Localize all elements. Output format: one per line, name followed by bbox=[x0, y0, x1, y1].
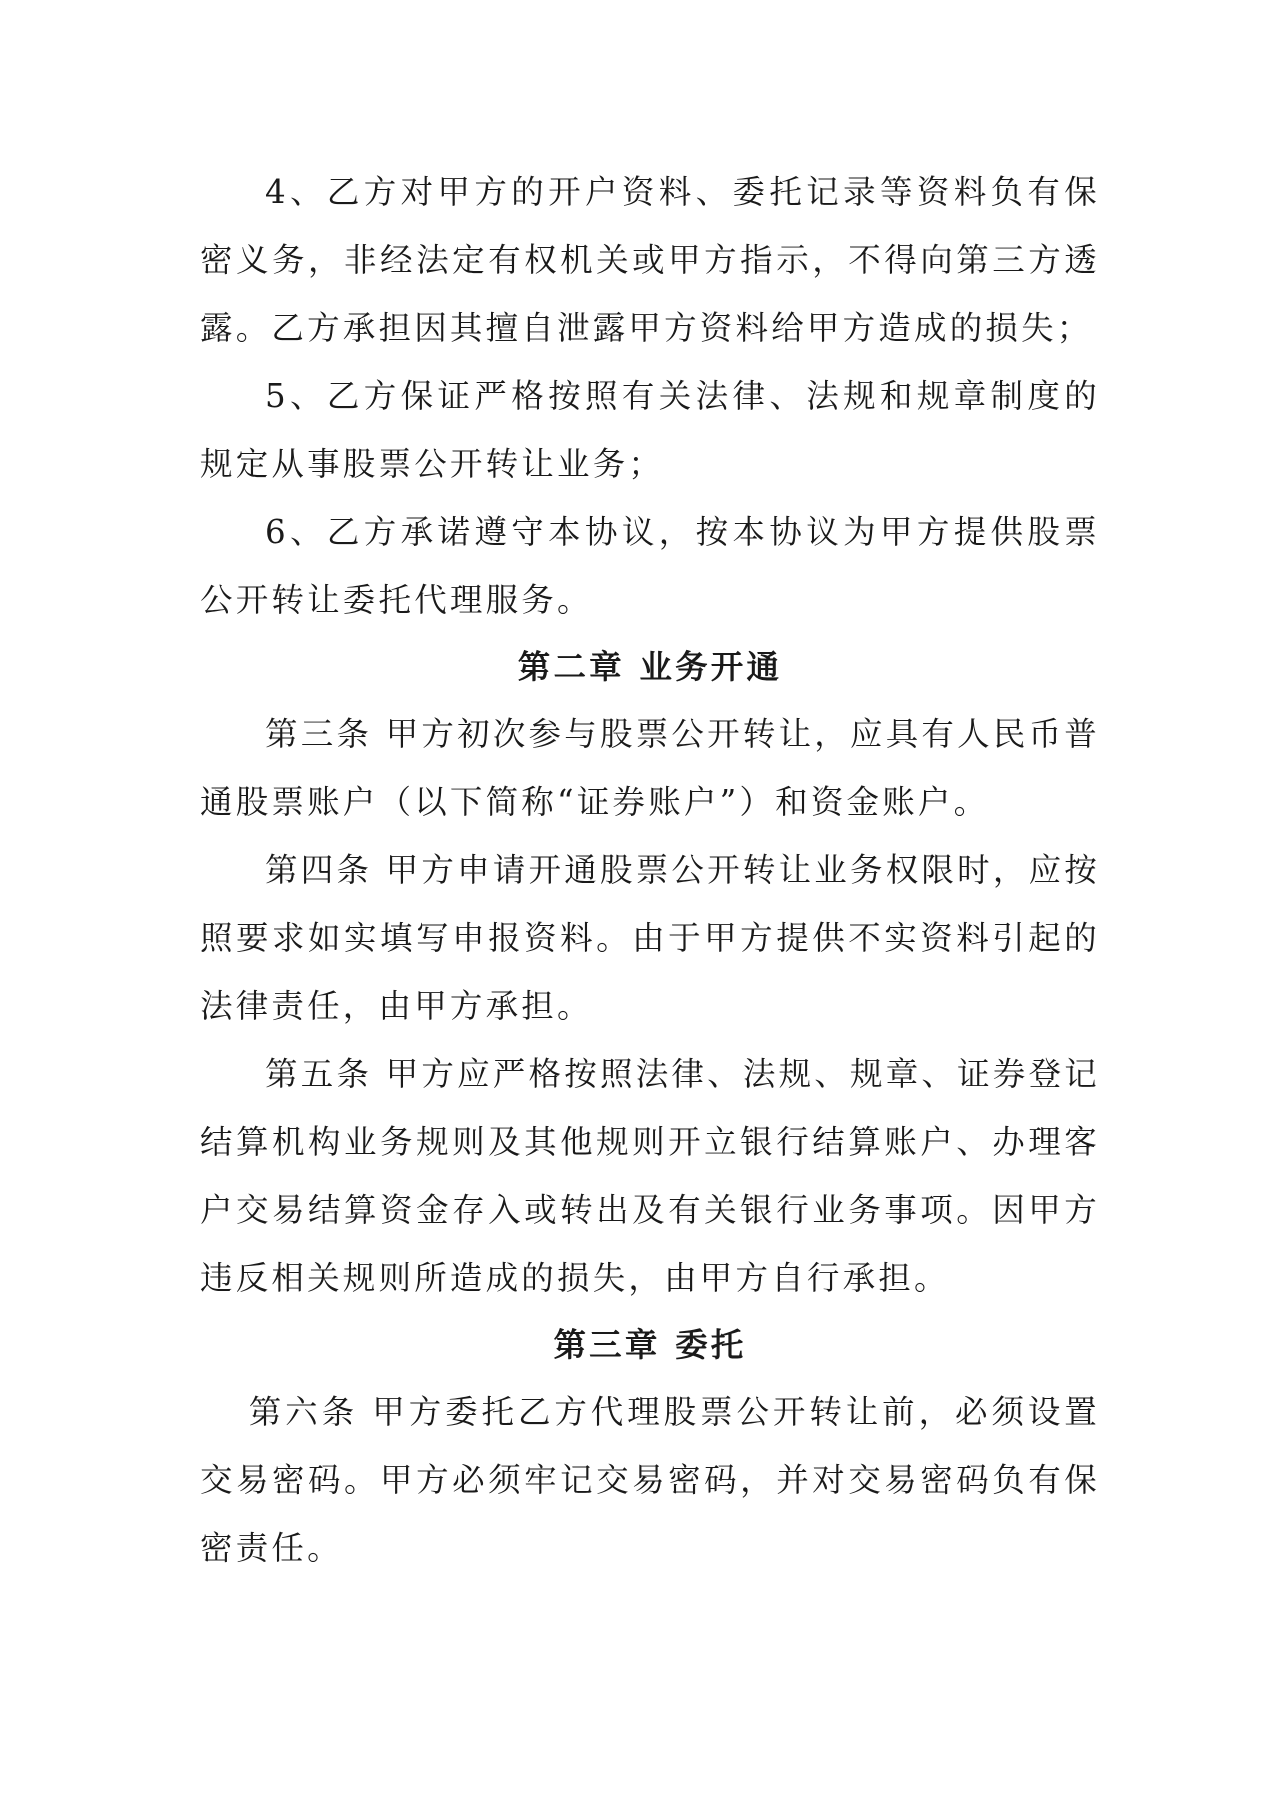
article-4: 第四条 甲方申请开通股票公开转让业务权限时，应按照要求如实填写申报资料。由于甲方提供不实资料引起的法律责任，由甲方承担。 bbox=[200, 851, 1100, 1025]
clause-4: 4、乙方对甲方的开户资料、委托记录等资料负有保密义务，非经法定有权机关或甲方指示，不得向第三方透露。乙方承担因其擅自泄露甲方资料给甲方造成的损失； bbox=[200, 173, 1100, 347]
clause-6: 6、乙方承诺遵守本协议，按本协议为甲方提供股票公开转让委托代理服务。 bbox=[200, 513, 1100, 619]
chapter-3-title: 第三章 委托 bbox=[553, 1325, 747, 1364]
chapter-2-title: 第二章 业务开通 bbox=[517, 647, 783, 686]
document-page bbox=[200, 158, 1100, 1582]
clause-5: 5、乙方保证严格按照有关法律、法规和规章制度的规定从事股票公开转让业务； bbox=[200, 377, 1100, 483]
article-3: 第三条 甲方初次参与股票公开转让，应具有人民币普通股票账户（以下简称“证券账户”）和资金账户。 bbox=[200, 715, 1100, 821]
article-5: 第五条 甲方应严格按照法律、法规、规章、证券登记结算机构业务规则及其他规则开立银行结算账户、办理客户交易结算资金存入或转出及有关银行业务事项。因甲方违反相关规则所造成的损失，由甲方自行承担。 bbox=[200, 1055, 1100, 1297]
article-6: 第六条 甲方委托乙方代理股票公开转让前，必须设置交易密码。甲方必须牢记交易密码，并对交易密码负有保密责任。 bbox=[200, 1393, 1100, 1567]
